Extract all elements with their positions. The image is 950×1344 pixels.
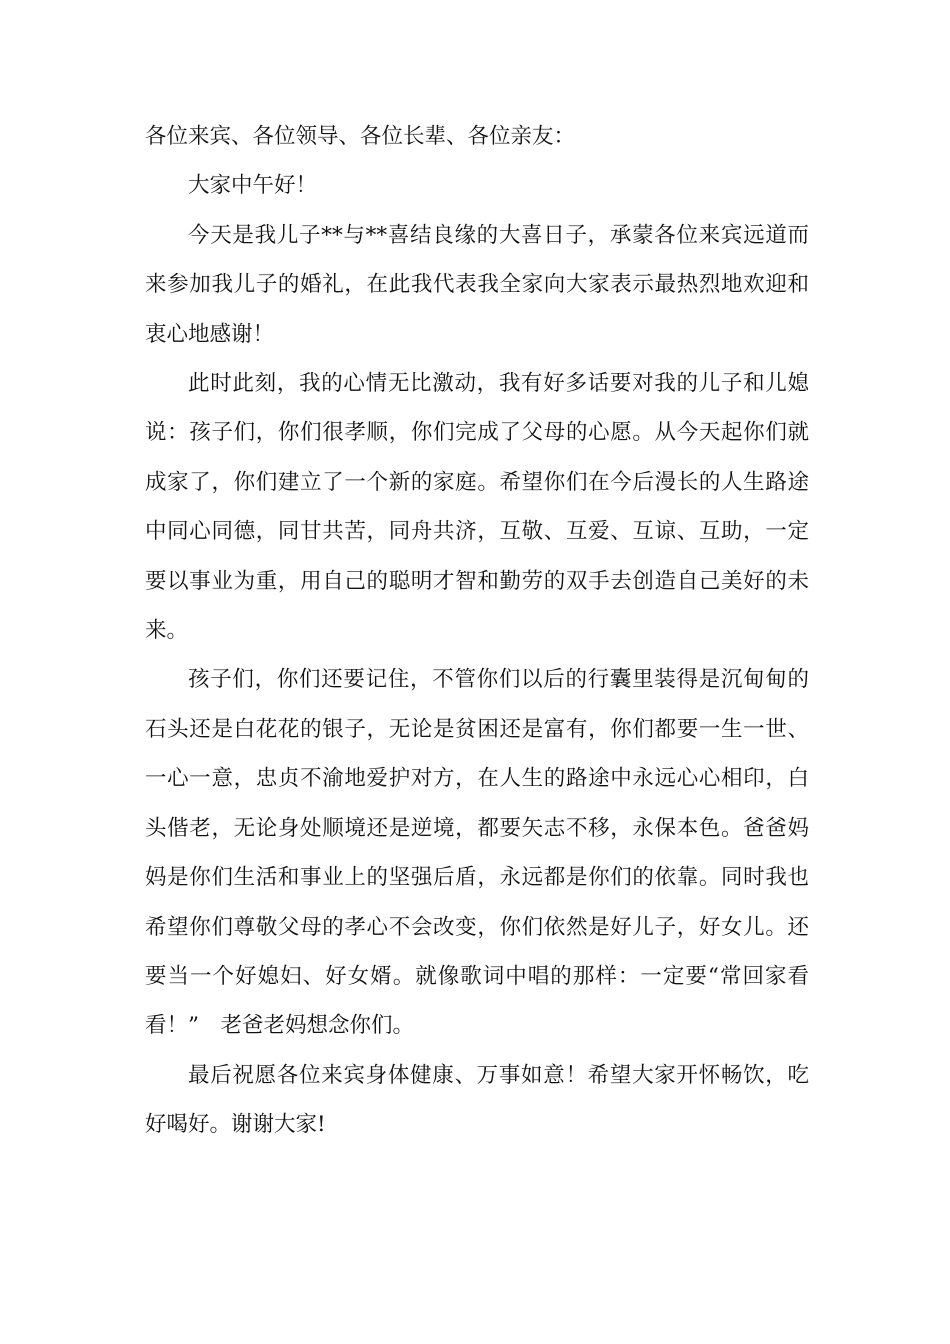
wishes-paragraph: 此时此刻，我的心情无比激动，我有好多话要对我的儿子和儿媳说：孩子们，你们很孝顺，你们完成了父母的心愿。从今天起你们就成家了，你们建立了一个新的家庭。希望你们在今后漫长的人生路途中同心同德，同甘共苦，同舟共济，互敬、互爱、互谅、互助，一定要以事业为重，用自己的聪明才智和勤劳的双手去创造自己美好的未来。	[145, 371, 809, 644]
document-body	[145, 112, 809, 1150]
welcome-paragraph: 今天是我儿子**与**喜结良缘的大喜日子，承蒙各位来宾远道而来参加我儿子的婚礼，在此我代表我全家向大家表示最热烈地欢迎和衷心地感谢！	[145, 222, 809, 347]
closing-paragraph: 最后祝愿各位来宾身体健康、万事如意！希望大家开怀畅饮，吃好喝好。谢谢大家!	[145, 1062, 809, 1138]
greeting-paragraph: 大家中午好！	[188, 173, 318, 199]
advice-paragraph: 孩子们，你们还要记住，不管你们以后的行囊里装得是沉甸甸的石头还是白花花的银子，无论是贫困还是富有，你们都要一生一世、一心一意，忠贞不渝地爱护对方，在人生的路途中永远心心相印，白头偕老，无论身处顺境还是逆境，都要矢志不移，永保本色。爸爸妈妈是你们生活和事业上的坚强后盾，永远都是你们的依靠。同时我也希望你们尊敬父母的孝心不会改变，你们依然是好儿子，好女儿。还要当一个好媳妇、好女婿。就像歌词中唱的那样：一定要“常回家看看！” 老爸老妈想念你们。	[145, 667, 809, 1039]
salutation-paragraph: 各位来宾、各位领导、各位长辈、各位亲友：	[145, 124, 576, 149]
